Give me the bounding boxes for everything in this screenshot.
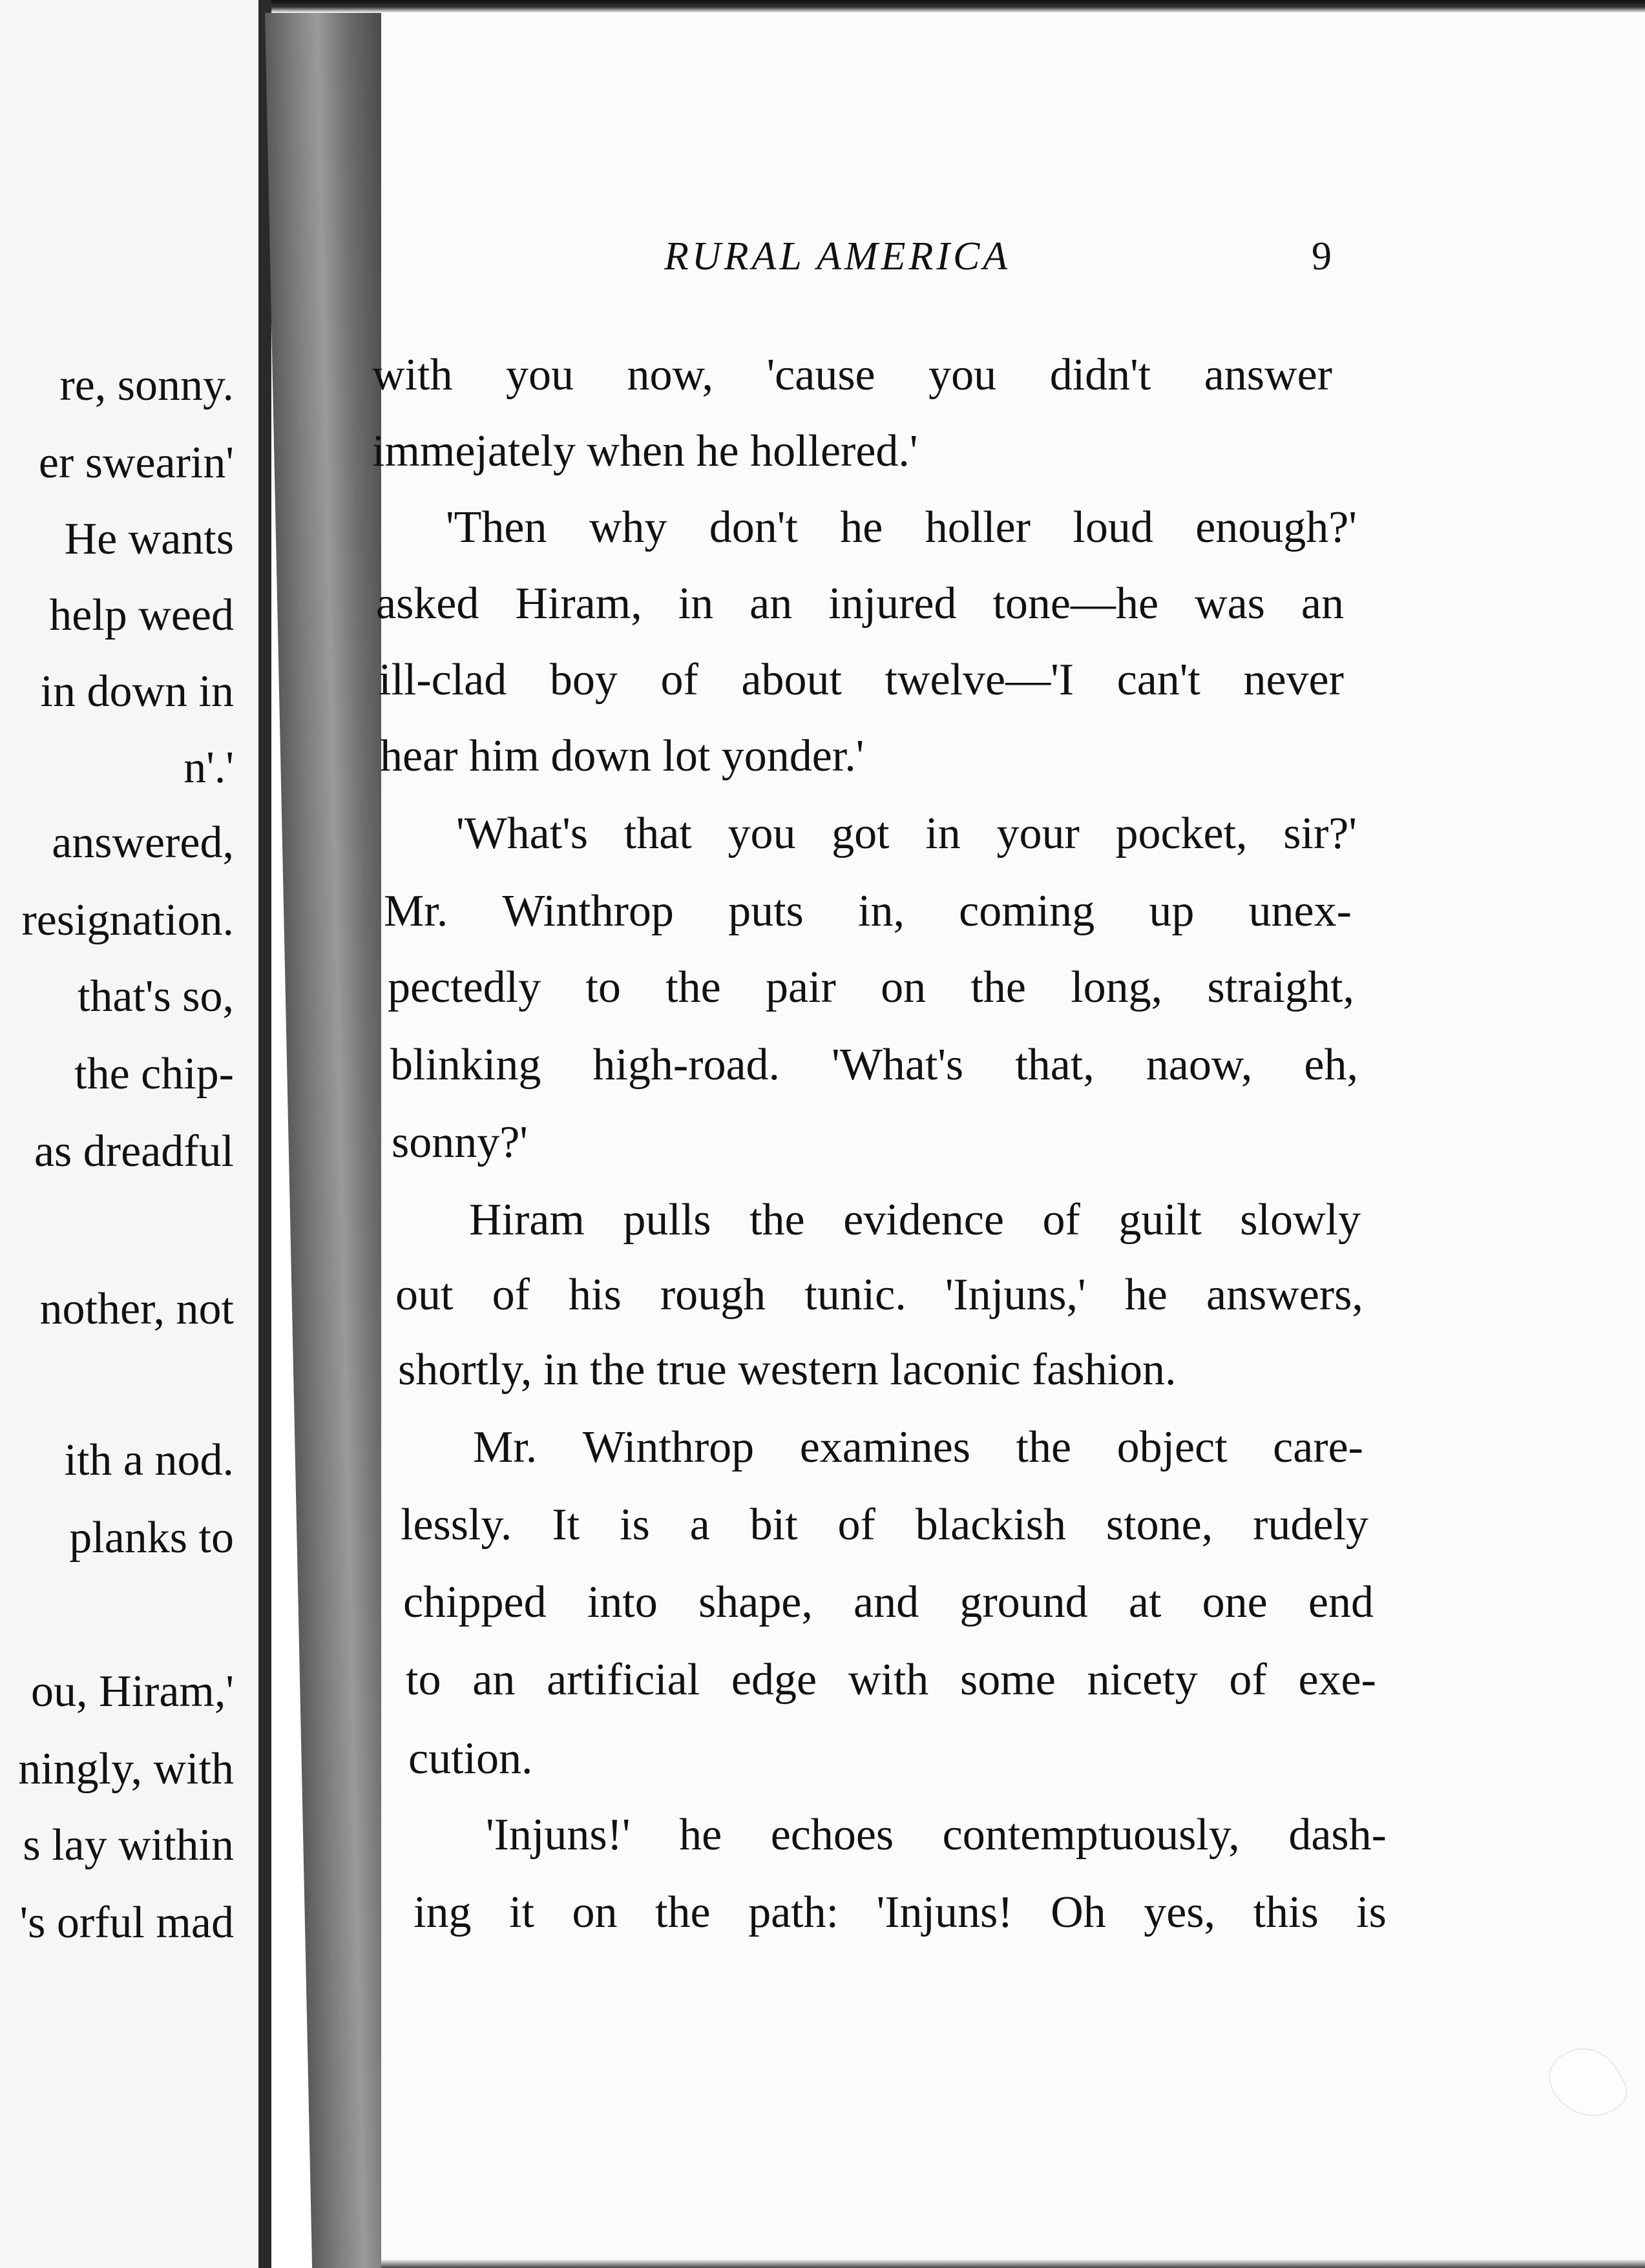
word: blackish — [915, 1500, 1066, 1550]
word: Mr. — [473, 1422, 538, 1472]
word: injured — [828, 579, 957, 629]
word: ill-clad — [379, 655, 507, 705]
word: 'What's — [456, 809, 589, 858]
left-page-line: ningly, with — [18, 1744, 234, 1794]
word: slowly — [1240, 1195, 1361, 1245]
left-page-line: nother, not — [39, 1284, 234, 1334]
word: pair — [765, 962, 836, 1012]
word: it — [509, 1888, 534, 1937]
word: the — [970, 962, 1026, 1012]
word: object — [1116, 1422, 1228, 1472]
word: twelve—'I — [885, 655, 1074, 705]
word: is — [1356, 1888, 1387, 1937]
word: contemptuously, — [942, 1810, 1240, 1860]
word: unex- — [1248, 886, 1352, 936]
body-line — [379, 655, 1344, 705]
word: got — [832, 809, 890, 858]
word: straight, — [1207, 962, 1354, 1012]
word: sir?' — [1283, 809, 1357, 858]
left-page-line: answered, — [52, 818, 234, 868]
word: he — [840, 503, 883, 552]
word: holler — [925, 503, 1031, 552]
word: of — [492, 1270, 530, 1320]
word: answer — [1204, 350, 1332, 400]
left-page-line: help weed — [49, 590, 234, 640]
word: out — [395, 1270, 454, 1320]
word: and — [854, 1577, 919, 1627]
body-line — [469, 1195, 1361, 1245]
body-line — [473, 1422, 1363, 1472]
body-line — [388, 962, 1354, 1012]
body-line — [390, 1040, 1358, 1090]
word: rudely — [1253, 1500, 1368, 1550]
body-line — [401, 1500, 1368, 1550]
word: an — [1301, 579, 1344, 629]
word: with — [848, 1655, 929, 1705]
left-page-line: 's orful mad — [19, 1898, 234, 1948]
word: to — [585, 962, 621, 1012]
word: a — [689, 1500, 710, 1550]
left-page-line: n'.' — [183, 743, 234, 793]
body-line: cution. — [408, 1734, 533, 1784]
word: he — [679, 1810, 722, 1860]
word: bit — [749, 1500, 798, 1550]
word: his — [569, 1270, 622, 1320]
left-page-line: ith a nod. — [64, 1435, 234, 1485]
left-page-line: that's so, — [77, 972, 234, 1021]
word: about — [741, 655, 842, 705]
word: lessly. — [401, 1500, 512, 1550]
word: boy — [549, 655, 618, 705]
word: you — [728, 809, 796, 858]
body-line: shortly, in the true western laconic fashion. — [398, 1345, 1177, 1395]
body-line: hear him down lot yonder.' — [380, 731, 864, 781]
word: 'cause — [766, 350, 875, 400]
word: Winthrop — [582, 1422, 755, 1472]
body-line — [384, 886, 1352, 936]
word: guilt — [1118, 1195, 1202, 1245]
body-line — [376, 581, 1344, 627]
body-line — [403, 1577, 1374, 1627]
word: puts — [728, 886, 804, 936]
word: high-road. — [592, 1040, 781, 1090]
word: Mr. — [384, 886, 448, 936]
word: your — [996, 809, 1080, 858]
page-number: 9 — [1312, 234, 1332, 278]
word: of — [837, 1500, 875, 1550]
body-line — [414, 1890, 1387, 1935]
word: is — [620, 1500, 650, 1550]
word: was — [1195, 579, 1265, 629]
word: examines — [799, 1422, 971, 1472]
word: never — [1243, 655, 1344, 705]
word: Hiram, — [515, 579, 642, 629]
body-line: sonny?' — [392, 1118, 528, 1167]
word: in — [925, 809, 961, 858]
word: why — [589, 503, 667, 552]
top-scan-edge — [271, 0, 1645, 13]
word: path: — [748, 1888, 839, 1937]
word: dash- — [1288, 1810, 1387, 1860]
word: shape, — [698, 1577, 813, 1627]
word: tunic. — [804, 1270, 906, 1320]
word: eh, — [1304, 1040, 1358, 1090]
word: 'What's — [832, 1040, 964, 1090]
word: answers, — [1206, 1270, 1363, 1320]
word: long, — [1071, 962, 1163, 1012]
word: you — [928, 350, 997, 400]
left-page-line: s lay within — [23, 1820, 234, 1870]
bottom-scan-edge — [381, 2259, 1645, 2268]
word: echoes — [770, 1810, 894, 1860]
body-line: immejately when he hollered.' — [372, 426, 918, 476]
word: ing — [414, 1888, 472, 1937]
left-page-line: the chip- — [74, 1049, 234, 1099]
word: the — [1016, 1422, 1072, 1472]
word: one — [1202, 1577, 1268, 1627]
left-page-line: in down in — [40, 667, 234, 716]
word: up — [1149, 886, 1195, 936]
left-page-line: re, sonny. — [59, 360, 234, 410]
word: chipped — [403, 1577, 547, 1627]
word: an — [749, 579, 793, 629]
word: Winthrop — [502, 886, 674, 936]
word: to — [406, 1655, 441, 1705]
word: that, — [1015, 1040, 1095, 1090]
body-line — [446, 505, 1357, 550]
word: he — [1124, 1270, 1168, 1320]
word: tone—he — [992, 579, 1159, 629]
word: edge — [731, 1655, 817, 1705]
word: yes, — [1144, 1888, 1215, 1937]
word: 'Injuns,' — [945, 1270, 1086, 1320]
body-line — [372, 350, 1332, 400]
word: care- — [1273, 1422, 1363, 1472]
word: nicety — [1087, 1655, 1198, 1705]
word: stone, — [1105, 1500, 1213, 1550]
left-page-line: as dreadful — [34, 1127, 234, 1176]
word: exe- — [1298, 1655, 1376, 1705]
word: pulls — [623, 1195, 711, 1245]
word: in — [678, 579, 714, 629]
word: the — [749, 1195, 805, 1245]
word: at — [1128, 1577, 1162, 1627]
word: on — [881, 962, 927, 1012]
word: 'Injuns! — [876, 1888, 1013, 1937]
word: blinking — [390, 1040, 541, 1090]
word: pectedly — [388, 962, 541, 1012]
word: didn't — [1049, 350, 1151, 400]
left-page-line: ou, Hiram,' — [31, 1667, 234, 1716]
word: enough?' — [1195, 503, 1357, 552]
left-facing-page — [0, 0, 265, 2268]
body-line — [456, 811, 1357, 857]
running-head: RURAL AMERICA — [664, 234, 1011, 278]
word: of — [1042, 1195, 1080, 1245]
word: loud — [1073, 503, 1153, 552]
word: on — [572, 1888, 618, 1937]
word: ground — [959, 1577, 1088, 1627]
word: into — [587, 1577, 658, 1627]
word: of — [1229, 1655, 1267, 1705]
word: now, — [627, 350, 714, 400]
word: Hiram — [469, 1195, 585, 1245]
body-line — [486, 1810, 1387, 1860]
word: this — [1253, 1888, 1319, 1937]
word: artificial — [547, 1655, 700, 1705]
word: pocket, — [1115, 809, 1248, 858]
body-line — [395, 1270, 1363, 1320]
word: rough — [660, 1270, 766, 1320]
left-page-line: resignation. — [21, 895, 234, 945]
word: asked — [376, 579, 479, 629]
word: that — [623, 809, 692, 858]
word: can't — [1116, 655, 1200, 705]
word: Oh — [1051, 1888, 1106, 1937]
word: in, — [858, 886, 905, 936]
word: end — [1308, 1577, 1374, 1627]
word: some — [960, 1655, 1056, 1705]
word: evidence — [843, 1195, 1004, 1245]
word: 'Then — [446, 503, 547, 552]
word: the — [655, 1888, 711, 1937]
word: 'Injuns!' — [486, 1810, 631, 1860]
word: coming — [959, 886, 1095, 936]
left-page-line: planks to — [69, 1513, 234, 1563]
word: with — [372, 350, 453, 400]
word: an — [472, 1655, 516, 1705]
left-page-line: He wants — [64, 514, 234, 564]
word: you — [505, 350, 574, 400]
word: naow, — [1146, 1040, 1253, 1090]
word: don't — [709, 503, 798, 552]
word: It — [552, 1500, 580, 1550]
word: of — [660, 655, 698, 705]
body-line — [406, 1655, 1376, 1705]
word: the — [665, 962, 721, 1012]
left-page-line: er swearin' — [38, 438, 234, 488]
gutter-edge — [258, 0, 271, 2268]
